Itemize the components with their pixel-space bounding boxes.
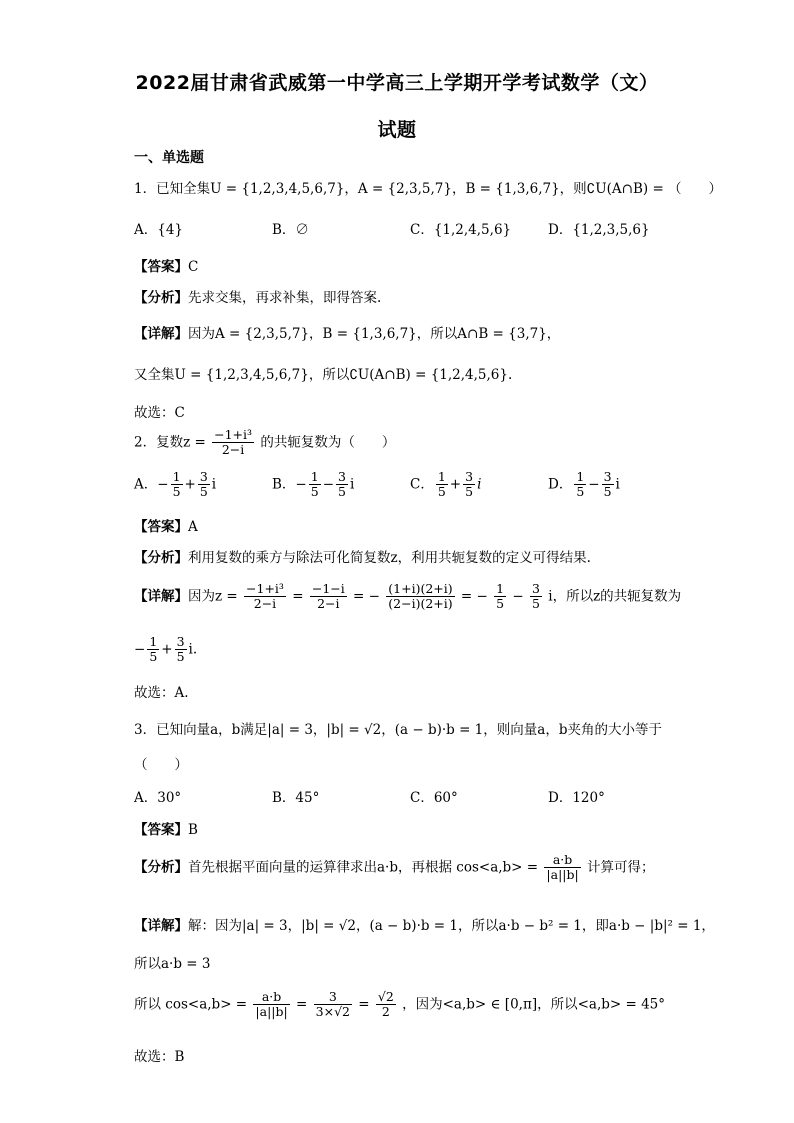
q3-detail [134, 914, 715, 934]
plus: + [161, 641, 173, 658]
frac-den: (2−i)(2+i) [388, 596, 453, 612]
q2-option-c [410, 470, 481, 500]
detail-text: 因为A = {2,3,5,7}，B = {1,3,6,7}，所以A∩B = {3,7}， [188, 326, 561, 342]
frac-den: |a||b| [546, 867, 579, 883]
analysis-tag: 【分析】 [134, 859, 188, 876]
frac-num: −1+i³ [214, 427, 253, 442]
frac [244, 582, 286, 612]
frac [544, 853, 580, 883]
frac-num: 3 [176, 634, 185, 649]
q2-fraction [212, 428, 254, 458]
detail-text: 因为z = [188, 588, 238, 605]
q2-stem [134, 428, 395, 458]
analysis-tag: 【分析】 [134, 550, 188, 566]
frac-num: 1 [172, 469, 181, 484]
frac [436, 470, 448, 500]
q3-stem-2: （ ） [134, 757, 188, 773]
detail-text: ，因为<a,b> ∈ [0,π]，所以<a,b> = 45° [402, 996, 666, 1013]
frac-num: 1 [576, 469, 585, 484]
answer-tag: 【答案】 [134, 259, 188, 275]
answer-value: B [188, 822, 198, 838]
frac [463, 470, 475, 500]
frac-num: 1 [310, 469, 319, 484]
q3-choose: 故选：B [134, 1049, 185, 1065]
frac [602, 470, 614, 500]
frac-den: 5 [465, 484, 474, 500]
opt-suffix: i [349, 476, 355, 493]
frac [147, 635, 159, 665]
opt-op: + [184, 476, 196, 493]
frac-den: 5 [149, 649, 158, 665]
frac-num: a·b [544, 853, 580, 868]
frac-den: 5 [532, 596, 540, 612]
frac-num: 3 [465, 469, 474, 484]
frac [175, 635, 187, 665]
q2-answer [134, 515, 198, 535]
frac-num: (1+i)(2+i) [388, 581, 453, 596]
q2-stem-post: 的共轭复数为（ ） [260, 434, 396, 451]
frac [198, 470, 210, 500]
analysis-text: 计算可得； [587, 859, 655, 876]
frac-den: 5 [437, 484, 446, 500]
answer-tag: 【答案】 [134, 519, 188, 535]
equals: = [292, 588, 304, 605]
opt-prefix: B．− [272, 476, 307, 493]
q1-detail-2: 又全集U = {1,2,3,4,5,6,7}，所以∁U(A∩B) = {1,2,4,5,6}. [134, 367, 513, 383]
frac [376, 990, 396, 1020]
frac-num: 1 [149, 634, 158, 649]
frac-den: |a||b| [255, 1004, 288, 1020]
detail-text: i. [188, 641, 198, 658]
q3-option-d: D．120° [548, 790, 605, 806]
q1-option-c: C．{1,2,4,5,6} [410, 222, 512, 238]
section-heading: 一、单选题 [134, 150, 204, 166]
frac-den: 2−i [253, 596, 277, 612]
frac-num: a·b [253, 990, 289, 1005]
q1-stem: 1．已知全集U = {1,2,3,4,5,6,7}，A = {2,3,5,7}，B = {1,3,6,7}，则∁U(A∩B) = （ ） [134, 181, 723, 197]
analysis-text: 先求交集，再求补集，即得答案. [188, 290, 382, 306]
answer-value: C [188, 259, 199, 275]
q2-option-d [548, 470, 620, 500]
frac-den: 2−i [221, 442, 245, 458]
q2-stem-pre: 2．复数z = [134, 434, 206, 451]
q3-option-a: A．30° [134, 790, 182, 806]
minus: − [512, 588, 524, 605]
frac-num: −1+i³ [246, 581, 284, 596]
frac [336, 470, 348, 500]
paper-title: 2022届甘肃省武威第一中学高三上学期开学考试数学（文） [135, 72, 659, 94]
q2-detail [134, 582, 681, 612]
q2-option-a [134, 470, 216, 500]
q1-detail [134, 322, 560, 342]
opt-op: − [322, 476, 334, 493]
frac-num: 3 [532, 581, 540, 596]
frac-num: 3 [338, 469, 346, 484]
q1-option-b: B．∅ [272, 222, 309, 238]
q1-answer [134, 255, 198, 275]
q3-detail-3 [134, 990, 665, 1020]
q2-detail-2 [134, 635, 197, 665]
q3-option-b: B．45° [272, 790, 320, 806]
opt-suffix: i [615, 476, 620, 493]
frac-den: 2 [381, 1004, 390, 1020]
detail-tag: 【详解】 [134, 918, 188, 934]
q2-analysis [134, 546, 591, 566]
frac-den: 5 [176, 649, 185, 665]
q1-option-a: A．{4} [134, 222, 184, 238]
q1-option-d: D．{1,2,3,5,6} [548, 222, 650, 238]
frac-num: 1 [437, 469, 446, 484]
detail-text: 解：因为|a| = 3，|b| = √2，(a − b)·b = 1，所以a·b − b² = 1，即a·b − |b|² = 1， [188, 918, 715, 934]
q3-detail-2: 所以a·b = 3 [134, 956, 211, 972]
equals: = − [460, 588, 488, 605]
detail-tag: 【详解】 [134, 588, 188, 605]
frac-den: 5 [603, 484, 612, 500]
answer-value: A [188, 519, 198, 535]
q1-choose: 故选：C [134, 405, 185, 421]
frac-den: 2−i [317, 596, 340, 612]
opt-prefix: D． [548, 476, 573, 493]
frac-num: 3 [199, 469, 208, 484]
q2-option-b [272, 470, 354, 500]
frac [171, 470, 183, 500]
analysis-text: 首先根据平面向量的运算律求出a·b，再根据 cos<a,b> = [188, 859, 539, 876]
frac-num: 3 [314, 990, 352, 1005]
frac-den: 5 [496, 596, 505, 612]
frac-num: √2 [377, 989, 394, 1004]
frac [314, 990, 352, 1020]
frac [253, 990, 289, 1020]
opt-suffix: i [477, 476, 482, 493]
q1-analysis [134, 286, 381, 306]
q3-analysis [134, 853, 655, 883]
equals: = − [353, 588, 380, 605]
frac-den: 5 [576, 484, 585, 500]
detail-tag: 【详解】 [134, 326, 188, 342]
analysis-tag: 【分析】 [134, 290, 188, 306]
frac [494, 582, 506, 612]
equals: = [296, 996, 308, 1013]
frac-den: 3×√2 [315, 1004, 350, 1020]
opt-op: + [449, 476, 462, 493]
opt-prefix: C． [410, 476, 434, 493]
detail-text: i，所以z的共轭复数为 [548, 588, 682, 605]
opt-prefix: A．− [134, 476, 169, 493]
equals: = [358, 996, 370, 1013]
frac-num: −1−i [311, 581, 345, 596]
answer-tag: 【答案】 [134, 822, 188, 838]
frac [386, 582, 454, 612]
frac-den: 5 [310, 484, 319, 500]
frac-den: 5 [338, 484, 346, 500]
q2-choose: 故选：A. [134, 685, 189, 701]
frac [530, 582, 542, 612]
frac [574, 470, 586, 500]
frac [309, 470, 321, 500]
frac-num: 3 [603, 469, 612, 484]
q3-stem: 3．已知向量a，b满足|a| = 3，|b| = √2，(a − b)·b = 1，则向量a，b夹角的大小等于 [134, 722, 662, 738]
detail-text: 所以 cos<a,b> = [134, 996, 248, 1013]
paper-title-line2: 试题 [377, 119, 417, 141]
opt-op: − [588, 476, 600, 493]
frac [310, 582, 347, 612]
minus: − [134, 641, 146, 658]
frac-den: 5 [172, 484, 181, 500]
frac-den: 5 [199, 484, 208, 500]
q3-answer [134, 818, 198, 838]
q3-option-c: C．60° [410, 790, 458, 806]
frac-num: 1 [496, 581, 505, 596]
analysis-text: 利用复数的乘方与除法可化简复数z，利用共轭复数的定义可得结果. [188, 550, 591, 566]
opt-suffix: i [211, 476, 217, 493]
